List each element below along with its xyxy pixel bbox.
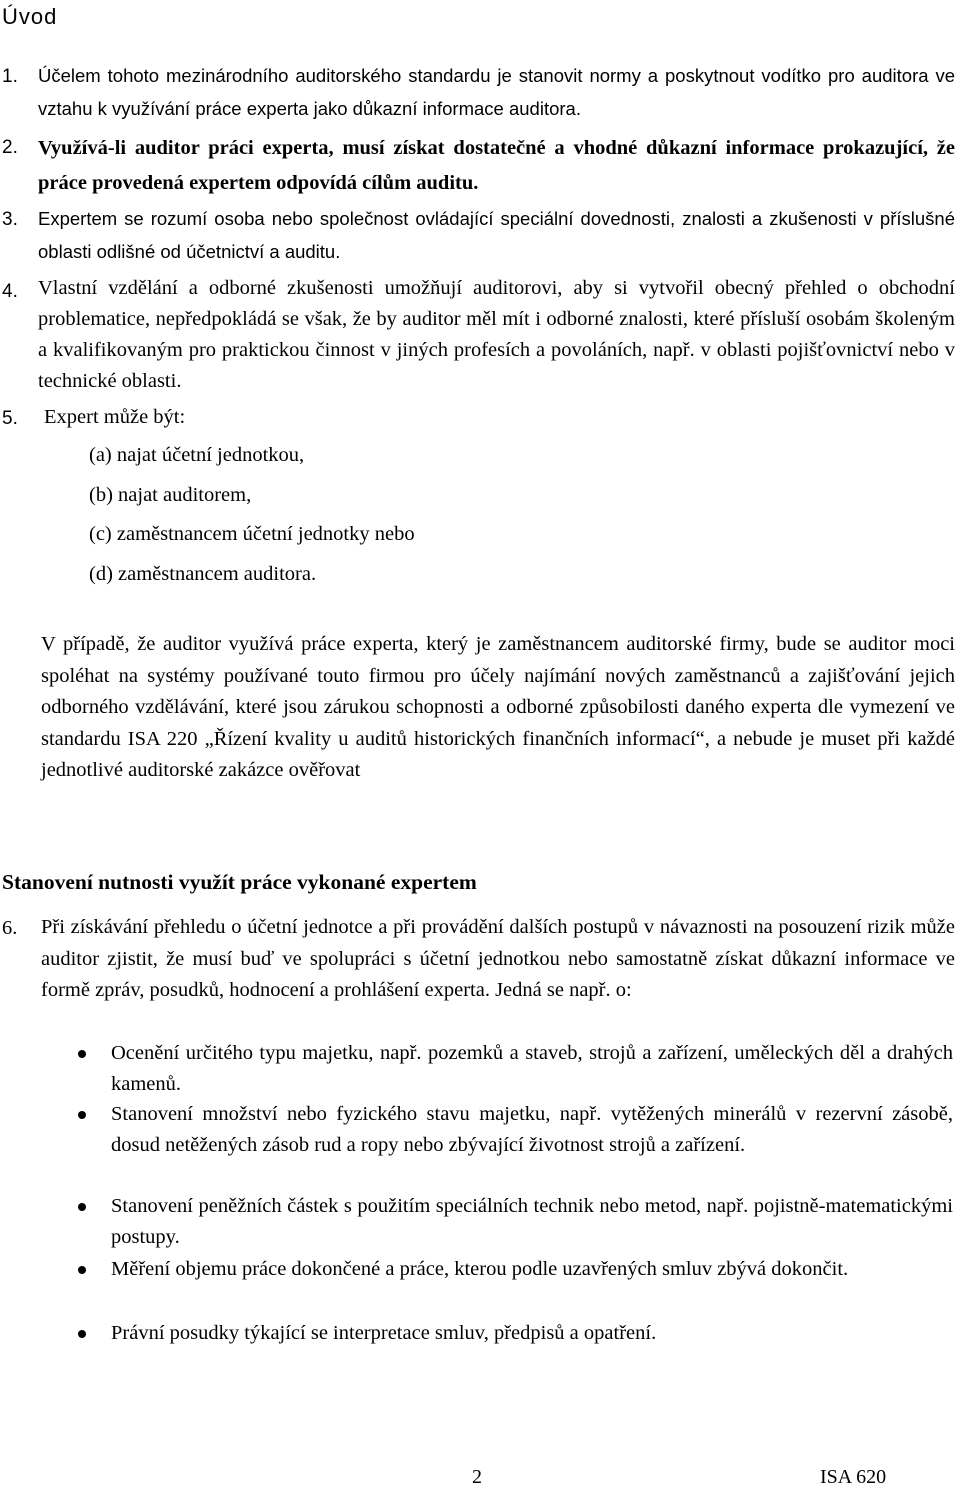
bullet-item: Ocenění určitého typu majetku, např. pozemků a staveb, strojů a zařízení, uměleckých děl a drahých kamenů. — [111, 1042, 953, 1095]
paragraph-note: V případě, že auditor využívá práce experta, který je zaměstnancem auditorské firmy, bude se auditor moci spoléhat na systémy používané touto firmou pro účely najímání nových zaměstnanců a zajišťování jejich odborného vzdělávání, které jsou zárukou schopnosti a odborné způsobilosti daného experta dle vymezení ve standardu ISA 220 „Řízení kvality u auditů historických finančních informací“, a nebude je muset při každé jednotlivé auditorské zakázce ověřovat — [41, 633, 955, 781]
list-item: (a) najat účetní jednotkou, — [89, 444, 305, 466]
paragraph-text: Expertem se rozumí osoba nebo společnost ovládající speciální dovednosti, znalosti a zkušenosti v příslušné oblasti odlišné od účetnictví a auditu. — [38, 208, 955, 262]
list-item: (b) najat auditorem, — [89, 484, 252, 506]
standard-label: ISA 620 — [820, 1466, 887, 1488]
paragraph-number: 4. — [2, 281, 18, 302]
bullet-icon — [78, 1330, 86, 1338]
paragraph-text: Při získávání přehledu o účetní jednotce a při provádění dalších postupů v návaznosti na posouzení rizik může auditor zjistit, že musí buď ve spolupráci s účetní jednotkou nebo samostatně získat důkazní informace ve formě zpráv, posudků, hodnocení a prohlášení experta. Jedná se např. o: — [41, 916, 955, 1001]
paragraph-number: 6. — [2, 917, 18, 939]
paragraph-number: 5. — [2, 408, 18, 429]
paragraph-text: Účelem tohoto mezinárodního auditorského standardu je stanovit normy a poskytnout vodítko pro auditora ve vztahu k využívání práce experta jako důkazní informace auditora. — [38, 65, 955, 119]
section-title: Stanovení nutnosti využít práce vykonané expertem — [2, 870, 477, 894]
bullet-icon — [78, 1266, 86, 1274]
bullet-item: Právní posudky týkající se interpretace smluv, předpisů a opatření. — [111, 1322, 657, 1344]
bullet-icon — [78, 1203, 86, 1211]
page-title: Úvod — [2, 4, 58, 29]
bullet-item: Měření objemu práce dokončené a práce, kterou podle uzavřených smluv zbývá dokončit. — [111, 1258, 849, 1280]
bullet-icon — [78, 1111, 86, 1119]
paragraph-text: Expert může být: — [44, 406, 186, 428]
page-number: 2 — [472, 1466, 482, 1488]
paragraph-number: 3. — [2, 209, 18, 230]
list-item: (c) zaměstnancem účetní jednotky nebo — [89, 523, 415, 545]
paragraph-number: 2. — [2, 137, 18, 158]
paragraph-text: Využívá-li auditor práci experta, musí získat dostatečné a vhodné důkazní informace prokazující, že práce provedená expertem odpovídá cílům auditu. — [38, 137, 955, 194]
bullet-icon — [78, 1050, 86, 1058]
paragraph-number: 1. — [2, 66, 18, 87]
paragraph-text: Vlastní vzdělání a odborné zkušenosti umožňují auditorovi, aby si vytvořil obecný přehled o obchodní problematice, nepředpokládá se však, že by auditor měl mít i odborné znalosti, které přísluší osobám školeným a kvalifikovaným pro praktickou činnost v jiných profesích a povoláních, např. v oblasti pojišťovnictví nebo v technické oblasti. — [38, 277, 955, 392]
bullet-item: Stanovení peněžních částek s použitím speciálních technik nebo metod, např. pojistně-matematickými postupy. — [111, 1195, 953, 1248]
list-item: (d) zaměstnancem auditora. — [89, 563, 317, 585]
bullet-item: Stanovení množství nebo fyzického stavu majetku, např. vytěžených minerálů v rezervní zásobě, dosud netěžených zásob rud a ropy nebo zbývající životnost strojů a zařízení. — [111, 1103, 953, 1156]
